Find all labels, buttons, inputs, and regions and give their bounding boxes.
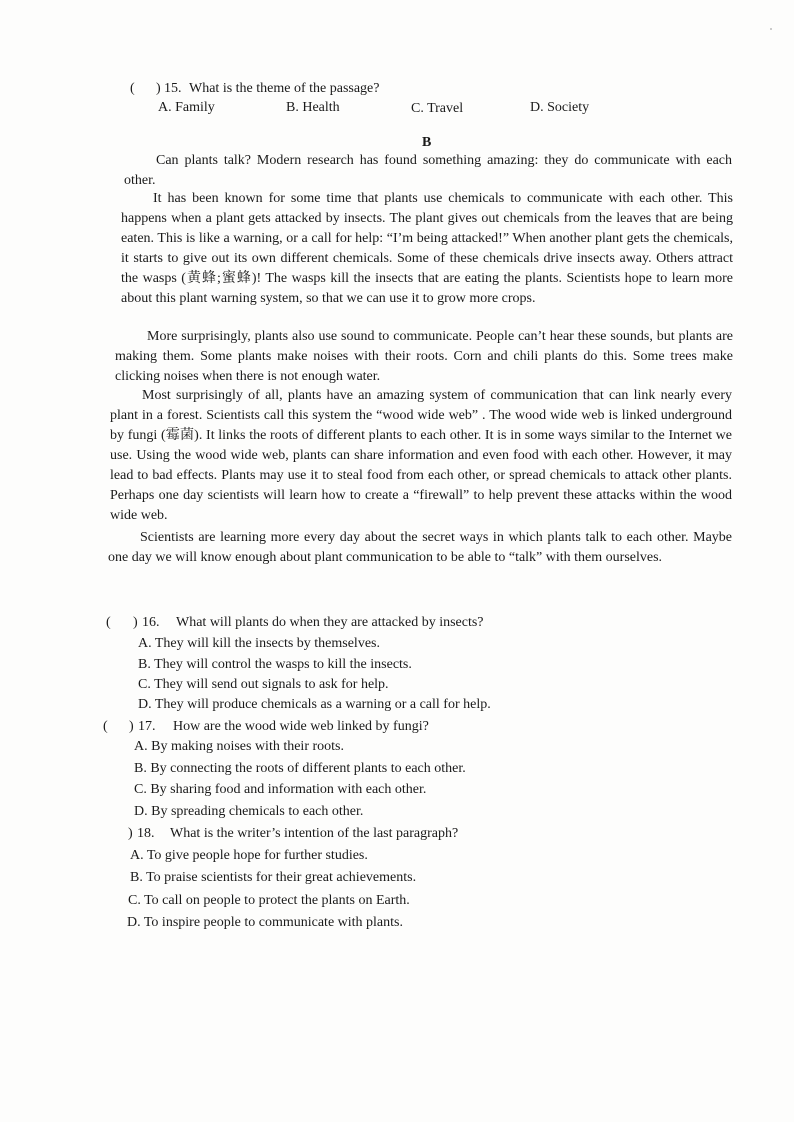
option-c: C. Travel: [411, 101, 464, 116]
option-a: A. They will kill the insects by themselves.: [138, 636, 380, 651]
answer-paren-close: ): [129, 719, 134, 734]
option-a: A. Family: [158, 100, 215, 115]
option-c: C. They will send out signals to ask for help.: [138, 677, 389, 692]
option-d: D. To inspire people to communicate with plants.: [127, 915, 403, 930]
option-b: B. To praise scientists for their great achievements.: [130, 870, 417, 885]
passage-paragraph-1: Can plants talk? Modern research has found something amazing: they do communicate with each other.: [124, 153, 732, 188]
question-number: 15.: [164, 81, 182, 96]
passage-paragraph-2: It has been known for some time that plants use chemicals to communicate with each other. This happens when a plant gets attacked by insects. The plant gives out chemicals from the leaves that are being eaten. This is like a warning, or a call for help: “I’m being attacked!” When another plant gets the chemicals, it starts to give out its own different chemicals. Some of these chemicals drive insects away. Others attract the wasps (黄蜂;蜜蜂)! The wasps kill the insects that are eating the plants. Scientists hope to learn more about this plant warning system, so that we can use it to grow more crops.: [121, 191, 733, 306]
option-a: A. By making noises with their roots.: [134, 739, 344, 754]
passage-paragraph-4: Most surprisingly of all, plants have an amazing system of communication that can link nearly every plant in a forest. Scientists call this system the “wood wide web” . The wood wide web is linked underground by fungi (霉菌). It links the roots of different plants to each other. It is in some ways similar to the Internet we use. Using the wood wide web, plants can share information and even food with each other. However, it may lead to bad effects. Plants may use it to steal food from each other, or spread chemicals to attack other plants. Perhaps one day scientists will learn how to create a “firewall” to help prevent these attacks within the wood wide web.: [110, 388, 732, 523]
question-number: 18.: [137, 826, 155, 841]
option-b: B. They will control the wasps to kill the insects.: [138, 657, 412, 672]
option-d: D. They will produce chemicals as a warning or a call for help.: [138, 697, 491, 712]
answer-paren-open: (: [106, 615, 111, 630]
answer-paren-open: (: [130, 81, 135, 96]
option-b: B. Health: [286, 100, 340, 115]
answer-paren-close: ): [156, 81, 161, 96]
option-d: D. By spreading chemicals to each other.: [134, 804, 364, 819]
section-title: B: [422, 135, 432, 150]
question-text: What is the writer’s intention of the last paragraph?: [170, 826, 459, 841]
option-a: A. To give people hope for further studies.: [130, 848, 368, 863]
passage-paragraph-3: More surprisingly, plants also use sound to communicate. People can’t hear these sounds, but plants are making them. Some plants make noises with their roots. Corn and chili plants do this. Some trees make clicking noises when there is not enough water.: [115, 329, 733, 384]
option-d: D. Society: [530, 100, 590, 115]
question-text: What will plants do when they are attacked by insects?: [176, 615, 484, 630]
question-number: 16.: [142, 615, 160, 630]
passage-paragraph-5: Scientists are learning more every day about the secret ways in which plants talk to each other. Maybe one day we will know enough about plant communication to be able to “talk” with them ourselves.: [108, 530, 732, 565]
option-c: C. To call on people to protect the plants on Earth.: [128, 893, 410, 908]
scan-speck: [770, 28, 772, 30]
question-text: What is the theme of the passage?: [189, 81, 380, 96]
answer-paren-close: ): [128, 826, 133, 841]
question-text: How are the wood wide web linked by fungi?: [173, 719, 429, 734]
question-number: 17.: [138, 719, 156, 734]
option-b: B. By connecting the roots of different plants to each other.: [134, 761, 466, 776]
answer-paren-open: (: [103, 719, 108, 734]
option-c: C. By sharing food and information with each other.: [134, 782, 427, 797]
answer-paren-close: ): [133, 615, 138, 630]
